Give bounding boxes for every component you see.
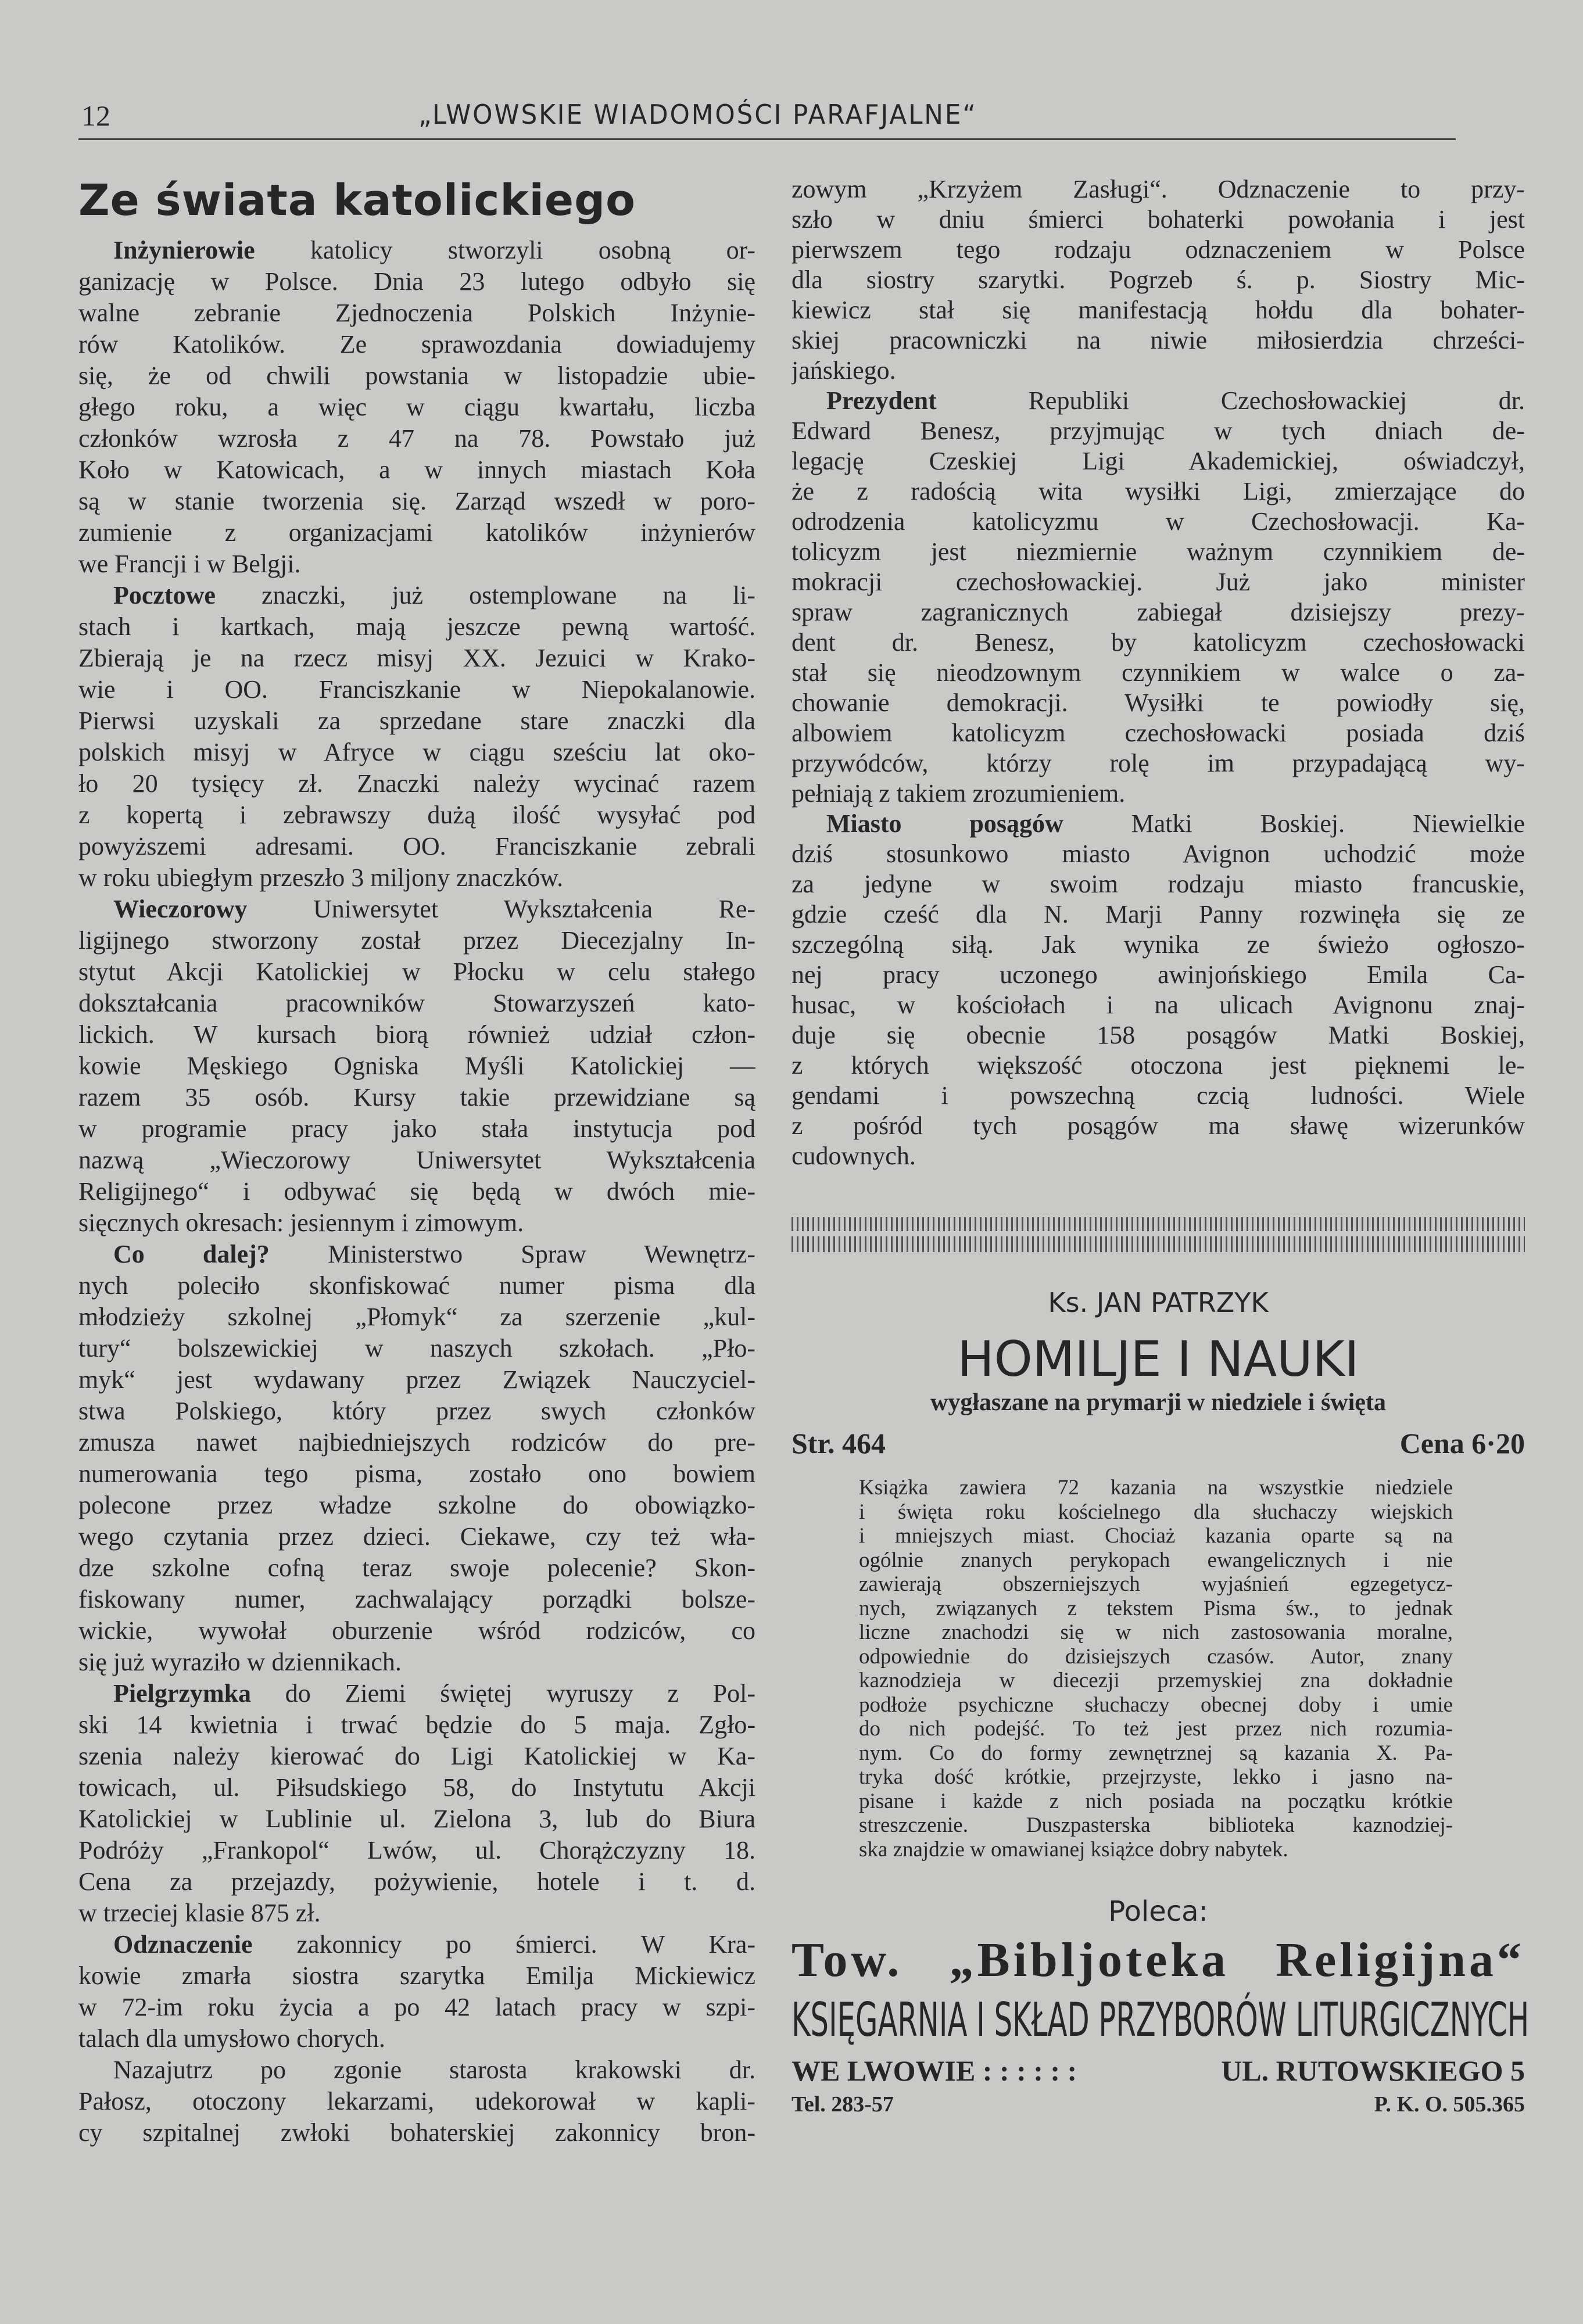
text-line [792, 809, 1525, 839]
line-text: zakonnicy po śmierci. W Kra- [252, 1930, 755, 1959]
text-line [78, 988, 755, 1019]
ad-description-line: nych, związanych z tekstem Pisma św., to jednak [859, 1596, 1453, 1620]
text-line [78, 1490, 755, 1521]
text-line [78, 1019, 755, 1050]
text-line [792, 1050, 1525, 1081]
line-text: pierwszem tego rodzaju odznaczeniem w Polsce [792, 235, 1525, 264]
article-paragraph [78, 235, 755, 580]
line-text: w trzeciej klasie 875 zł. [78, 1899, 321, 1927]
text-line [78, 2117, 755, 2149]
line-text: Zbierają je na rzecz misyj XX. Jezuici w Krako- [78, 644, 755, 672]
text-line [78, 1145, 755, 1176]
line-text: we Francji i w Belgji. [78, 550, 301, 578]
ad-description-line: i święta roku kościelnego dla słuchaczy wiejskich [859, 1500, 1453, 1524]
line-text: skiej pracowniczki na niwie miłosierdzia chrześci- [792, 326, 1525, 354]
line-text: kowie Męskiego Ogniska Myśli Katolickiej — [78, 1052, 755, 1080]
ad-description-line: kaznodzieja w diecezji przemyskiej zna dokładnie [859, 1669, 1453, 1692]
ad-description-line: pisane i każde z nich posiada na początku krótkie [859, 1789, 1453, 1813]
line-text: dziś stosunkowo miasto Avignon uchodzić może [792, 840, 1525, 868]
line-text: husac, w kościołach i na ulicach Avignonu znaj- [792, 991, 1525, 1019]
header-rule [78, 138, 1456, 140]
article-paragraph [78, 580, 755, 894]
line-text: nej pracy uczonego awinjońskiego Emila Ca- [792, 960, 1525, 989]
line-text: tolicyzm jest niezmiernie ważnym czynnikiem de- [792, 537, 1525, 566]
line-text: stytut Akcji Katolickiej w Płocku w celu stałego [78, 957, 755, 986]
ad-description-line: do nich podejść. To też jest przez nich rozumia- [859, 1717, 1453, 1741]
text-line [78, 1898, 755, 1929]
line-text: są w stanie tworzenia się. Zarząd wszedł w poro- [78, 487, 755, 515]
text-line [78, 297, 755, 329]
line-text: razem 35 osób. Kursy takie przewidziane są [78, 1083, 755, 1111]
line-text: wego czytania przez dzieci. Ciekawe, czy też wła- [78, 1522, 755, 1551]
text-line [792, 930, 1525, 960]
text-line [792, 325, 1525, 356]
line-text: cy szpitalnej zwłoki bohaterskiej zakonnicy bron- [78, 2118, 755, 2147]
line-text: Religijnego“ i odbywać się będą w dwóch mie- [78, 1177, 755, 1206]
line-text: się, że od chwili powstania w listopadzie ubie- [78, 361, 755, 390]
text-line [78, 1647, 755, 1678]
page-number: 12 [81, 99, 110, 132]
paragraph-lead: Odznaczenie [113, 1930, 253, 1959]
text-line [78, 486, 755, 517]
text-line [792, 779, 1525, 809]
text-line [78, 2086, 755, 2117]
line-text: lickich. W kursach biorą również udział człon- [78, 1020, 755, 1049]
text-line [792, 748, 1525, 779]
text-line [78, 1615, 755, 1647]
line-text: ło 20 tysięcy zł. Znaczki należy wycinać razem [78, 769, 755, 798]
line-text: zmusza nawet najbiedniejszych rodziców do pre- [78, 1428, 755, 1457]
line-text: ganizację w Polsce. Dnia 23 lutego odbyło się [78, 267, 755, 296]
line-text: powyższemi adresami. OO. Franciszkanie zebrali [78, 832, 755, 860]
text-line [78, 1113, 755, 1145]
text-line [78, 548, 755, 580]
paragraph-lead: Miasto posągów [826, 809, 1063, 838]
text-line [78, 1176, 755, 1207]
text-line [78, 392, 755, 423]
line-text: w roku ubiegłym przeszło 3 miljony znaczków. [78, 863, 564, 892]
line-text: kiewicz stał się manifestacją hołdu dla bohater- [792, 296, 1525, 324]
line-text: się już wyraziło w dziennikach. [78, 1648, 402, 1676]
text-line [78, 1866, 755, 1898]
line-text: z kopertą i zebrawszy dużą ilość wysyłać pod [78, 801, 755, 829]
line-text: talach dla umysłowo chorych. [78, 2024, 385, 2053]
line-text: polecone przez władze szkolne do obowiązko- [78, 1491, 755, 1519]
text-line [78, 1929, 755, 1960]
text-line [78, 956, 755, 988]
text-line [78, 454, 755, 486]
line-text: zowym „Krzyżem Zasługi“. Odznaczenie to przy- [792, 175, 1525, 203]
text-line [792, 295, 1525, 325]
line-text: chowanie demokracji. Wysiłki te powiodły się, [792, 688, 1525, 717]
text-line [792, 597, 1525, 627]
ornament-divider [792, 1217, 1525, 1252]
line-text: fiskowany numer, zachwalający porządki bolsze- [78, 1585, 755, 1613]
line-text: do Ziemi świętej wyruszy z Pol- [251, 1679, 755, 1708]
text-line [78, 360, 755, 392]
left-column [78, 174, 755, 2149]
line-text: albowiem katolicyzm czechosłowacki posiada dziś [792, 719, 1525, 747]
text-line [792, 990, 1525, 1020]
paragraph-lead: Pielgrzymka [113, 1679, 252, 1708]
text-line [78, 517, 755, 548]
line-text: dla siostry szarytki. Pogrzeb ś. p. Siostry Mic- [792, 266, 1525, 294]
paragraph-lead: Prezydent [826, 386, 937, 415]
ad-phone: Tel. 283-57 [792, 2092, 894, 2117]
line-text: Pałosz, otoczony lekarzami, udekorował w kapli- [78, 2087, 755, 2115]
line-text: nazwą „Wieczorowy Uniwersytet Wykształcenia [78, 1146, 755, 1174]
ad-description-line: zawierają obszerniejszych wyjaśnień egzegetycz- [859, 1572, 1453, 1596]
text-line [78, 2023, 755, 2054]
article-paragraph [78, 1239, 755, 1678]
text-line [78, 1584, 755, 1615]
text-line [792, 839, 1525, 869]
text-line [78, 1709, 755, 1741]
ad-shop: KSIĘGARNIA I SKŁAD PRZYBORÓW LITURGICZNYCH [792, 1993, 1530, 2047]
right-articles [792, 174, 1525, 1171]
section-title: Ze świata katolickiego [78, 175, 636, 225]
ad-description-line: nym. Co do formy zewnętrznej są kazania X. Pa- [859, 1741, 1453, 1765]
line-text: stwa Polskiego, który przez swych członków [78, 1397, 755, 1425]
text-line [78, 1396, 755, 1427]
right-column [792, 174, 1525, 1171]
text-line [78, 611, 755, 643]
paragraph-lead: Co dalej? [113, 1240, 270, 1268]
line-text: nych poleciło skonfiskować numer pisma dla [78, 1271, 755, 1300]
text-line [792, 899, 1525, 930]
line-text: w 72-im roku życia a po 42 latach pracy w szpi- [78, 1993, 755, 2021]
ad-book-title: HOMILJE I NAUKI [957, 1330, 1359, 1387]
text-line [792, 869, 1525, 899]
line-text: szło w dniu śmierci bohaterki powołania i jest [792, 205, 1525, 234]
text-line [78, 423, 755, 454]
line-text: numerowania tego pisma, zostało ono bowiem [78, 1459, 755, 1488]
ad-publisher: Tow. „Bibljoteka Religijna“ [792, 1933, 1525, 1987]
text-line [78, 1678, 755, 1709]
line-text: duje się obecnie 158 posągów Matki Boskiej, [792, 1021, 1525, 1049]
text-line [78, 1082, 755, 1113]
text-line [78, 1803, 755, 1835]
text-line [78, 705, 755, 737]
text-line [78, 235, 755, 266]
ad-city: WE LWOWIE : : : : : : [792, 2054, 1077, 2087]
text-line [78, 1239, 755, 1270]
ad-subtitle: wygłaszane na prymarji w niedziele i święta [930, 1389, 1386, 1416]
line-text: wie i OO. Franciszkanie w Niepokalanowie. [78, 675, 755, 704]
left-articles [78, 235, 755, 2149]
ad-street: UL. RUTOWSKIEGO 5 [1221, 2054, 1525, 2087]
text-line [78, 1741, 755, 1772]
line-text: za jedyne w swoim rodzaju miasto francuskie, [792, 870, 1525, 898]
text-line [792, 688, 1525, 718]
ad-price: Cena 6·20 [1399, 1427, 1525, 1459]
text-line [792, 265, 1525, 295]
ad-description-line: odpowiednie do dzisiejszych czasów. Autor, znany [859, 1644, 1453, 1669]
ad-description-line: i mniejszych miast. Chociaż kazania oparte są na [859, 1524, 1453, 1548]
text-line [78, 737, 755, 768]
article-paragraph [792, 174, 1525, 386]
ad-description-line: ogólnie znanych perykopach ewangelicznych i nie [859, 1548, 1453, 1572]
line-text: pełniają z takiem zrozumieniem. [792, 779, 1126, 808]
ad-description-line: tryka dość krótkie, przejrzyste, lekko i jasno na- [859, 1765, 1453, 1789]
line-text: sięcznych okresach: jesiennym i zimowym. [78, 1208, 524, 1237]
text-line [78, 1050, 755, 1082]
line-text: dokształcania pracowników Stowarzyszeń kato- [78, 989, 755, 1017]
ad-description-line: streszczenie. Duszpasterska biblioteka kaznodziej- [859, 1813, 1453, 1837]
line-text: polskich misyj w Afryce w ciągu sześciu lat oko- [78, 738, 755, 766]
line-text: Koło w Katowicach, a w innych miastach Koła [78, 456, 755, 484]
paragraph-lead: Pocztowe [113, 581, 216, 609]
article-paragraph [78, 894, 755, 1239]
text-line [78, 1270, 755, 1301]
text-line [78, 1835, 755, 1866]
line-text: młodzieży szkolnej „Płomyk“ za szerzenie „kul- [78, 1303, 755, 1331]
line-text: Republiki Czechosłowackiej dr. [936, 386, 1525, 415]
line-text: odrodzenia katolicyzmu w Czechosłowacji. Ka- [792, 507, 1525, 536]
text-line [792, 174, 1525, 205]
paragraph-lead: Inżynierowie [113, 236, 255, 264]
text-line [792, 718, 1525, 748]
text-line [78, 862, 755, 894]
line-text: dent dr. Benesz, by katolicyzm czechosłowacki [792, 628, 1525, 657]
line-text: towicach, ul. Piłsudskiego 58, do Instytutu Akcji [78, 1773, 755, 1802]
line-text: z których większość otoczona jest pięknemi le- [792, 1051, 1525, 1079]
line-text: katolicy stworzyli osobną or- [255, 236, 755, 264]
text-line [792, 476, 1525, 507]
text-line [78, 266, 755, 297]
article-paragraph [792, 809, 1525, 1171]
text-line [792, 205, 1525, 235]
text-line [792, 1020, 1525, 1050]
text-line [792, 416, 1525, 446]
text-line [792, 1081, 1525, 1111]
line-text: że z radością wita wysiłki Ligi, zmierzające do [792, 477, 1525, 505]
article-paragraph [78, 2054, 755, 2149]
line-text: dze szkolne cofną teraz swoje polecenie? Skon- [78, 1554, 755, 1582]
line-text: Cena za przejazdy, pożywienie, hotele i t. d. [78, 1867, 755, 1896]
ad-description [859, 1476, 1453, 1862]
text-line [78, 1333, 755, 1364]
ad-author: Ks. JAN PATRZYK [1048, 1287, 1269, 1318]
line-text: rów Katolików. Ze sprawozdania dowiadujemy [78, 330, 755, 358]
line-text: ski 14 kwietnia i trwać będzie do 5 maja. Zgło- [78, 1710, 755, 1739]
line-text: walne zebranie Zjednoczenia Polskich Inżynie- [78, 299, 755, 327]
text-line [78, 768, 755, 799]
running-header: „LWOWSKIE WIADOMOŚCI PARAFJALNE“ [418, 99, 977, 130]
line-text: gendami i powszechną czcią ludności. Wiele [792, 1081, 1525, 1110]
ad-description-line: Książka zawiera 72 kazania na wszystkie niedziele [859, 1476, 1453, 1500]
text-line [78, 1364, 755, 1396]
text-line [792, 446, 1525, 476]
line-text: głego roku, a więc w ciągu kwartału, liczba [78, 393, 755, 421]
line-text: zumienie z organizacjami katolików inżynierów [78, 518, 755, 547]
text-line [78, 925, 755, 956]
ad-description-line: liczne znachodzi się w nich zastosowania moralne, [859, 1620, 1453, 1644]
line-text: stach i kartkach, mają jeszcze pewną wartość. [78, 612, 755, 641]
line-text: członków wzrosła z 47 na 78. Powstało już [78, 424, 755, 453]
text-line [78, 643, 755, 674]
line-text: kowie zmarła siostra szarytka Emilja Mickiewicz [78, 1961, 755, 1990]
text-line [792, 567, 1525, 597]
line-text: Matki Boskiej. Niewielkie [1063, 809, 1525, 838]
text-line [78, 2054, 755, 2086]
line-text: stał się nieodzownym czynnikiem w walce o za- [792, 658, 1525, 687]
text-line [78, 580, 755, 611]
text-line [78, 799, 755, 831]
text-line [78, 1458, 755, 1490]
line-text: legację Czeskiej Ligi Akademickiej, oświadczył, [792, 447, 1525, 475]
text-line [78, 1960, 755, 1992]
line-text: spraw zagranicznych zabiegał dzisiejszy prezy- [792, 598, 1525, 626]
line-text: w programie pracy jako stała instytucja pod [78, 1114, 755, 1143]
line-text: cudownych. [792, 1142, 916, 1170]
line-text: szenia należy kierować do Ligi Katolickiej w Ka- [78, 1742, 755, 1770]
text-line [78, 894, 755, 925]
line-text: myk“ jest wydawany przez Związek Nauczyciel- [78, 1365, 755, 1394]
line-text: szczególną siłą. Jak wynika ze świeżo ogłoszo- [792, 930, 1525, 959]
text-line [792, 386, 1525, 416]
text-line [792, 537, 1525, 567]
text-line [792, 627, 1525, 658]
text-line [78, 1301, 755, 1333]
ad-description-line: podłoże psychiczne słuchaczy obecnej doby i umie [859, 1692, 1453, 1717]
article-paragraph [78, 1678, 755, 1929]
line-text: Edward Benesz, przyjmując w tych dniach de- [792, 417, 1525, 445]
text-line [78, 329, 755, 360]
line-text: przywódców, którzy rolę im przypadającą wy- [792, 749, 1525, 777]
line-text: jańskiego. [792, 356, 896, 385]
text-line [792, 658, 1525, 688]
text-line [792, 1111, 1525, 1141]
text-line [78, 831, 755, 862]
text-line [792, 507, 1525, 537]
line-text: Uniwersytet Wykształcenia Re- [247, 895, 755, 923]
article-paragraph [792, 386, 1525, 809]
ad-address [792, 2054, 1525, 2088]
text-line [78, 1427, 755, 1458]
ad-description-line: ska znajdzie w omawianej książce dobry nabytek. [859, 1837, 1288, 1862]
text-line [78, 1207, 755, 1239]
text-line [78, 1521, 755, 1552]
line-text: z pośród tych posągów ma sławę wizerunków [792, 1111, 1525, 1140]
line-text: wickie, wywołał oburzenie wśród rodziców, co [78, 1616, 755, 1645]
line-text: znaczki, już ostemplowane na li- [215, 581, 755, 609]
line-text: ligijnego stworzony został przez Diecezjalny In- [78, 926, 755, 955]
line-text: Podróży „Frankopol“ Lwów, ul. Chorążczyzny 18. [78, 1836, 755, 1864]
line-text: Pierwsi uzyskali za sprzedane stare znaczki dla [78, 706, 755, 735]
line-text: Katolickiej w Lublinie ul. Zielona 3, lub do Biura [78, 1805, 755, 1833]
article-paragraph [78, 1929, 755, 2054]
text-line [792, 356, 1525, 386]
ad-recommends: Poleca: [1108, 1895, 1208, 1928]
line-text: tury“ bolszewickiej w naszych szkołach. „Pło- [78, 1334, 755, 1362]
paragraph-lead: Wieczorowy [113, 895, 248, 923]
text-line [792, 960, 1525, 990]
text-line [78, 1772, 755, 1803]
text-line [792, 1141, 1525, 1171]
text-line [78, 674, 755, 705]
line-text: Nazajutrz po zgonie starosta krakowski dr. [113, 2056, 755, 2084]
line-text: gdzie cześć dla N. Marji Panny rozwinęła się ze [792, 900, 1525, 928]
ad-pko: P. K. O. 505.365 [1374, 2092, 1525, 2117]
line-text: mokracji czechosłowackiej. Już jako minister [792, 568, 1525, 596]
text-line [78, 1992, 755, 2023]
line-text: Ministerstwo Spraw Wewnętrz- [269, 1240, 755, 1268]
text-line [78, 1552, 755, 1584]
ad-pages: Str. 464 [792, 1427, 886, 1459]
text-line [792, 235, 1525, 265]
